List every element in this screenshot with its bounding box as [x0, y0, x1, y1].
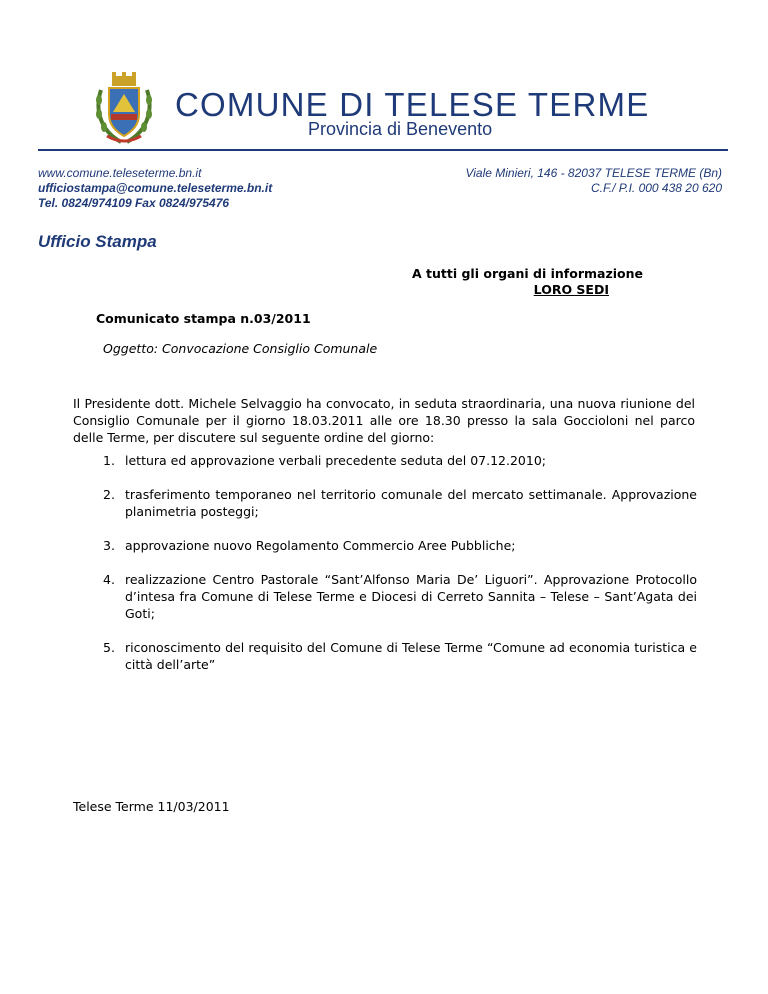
agenda-list	[103, 452, 697, 690]
date-footer: Telese Terme 11/03/2011	[73, 799, 230, 814]
tax-id: C.F./ P.I. 000 438 20 620	[591, 181, 722, 195]
agenda-item-text: realizzazione Centro Pastorale “Sant’Alfonso Maria De’ Liguori”. Approvazione Protocollo d’intesa fra Comune di Telese Terme e Diocesi di Cerreto Sannita – Telese – Sant’Agata dei Goti;	[125, 572, 697, 621]
contact-info-left	[38, 166, 272, 211]
province-subtitle: Provincia di Benevento	[308, 119, 493, 139]
agenda-item-text: trasferimento temporaneo nel territorio comunale del mercato settimanale. Approvazione planimetria posteggi;	[125, 487, 697, 519]
municipality-title: COMUNE DI TELESE TERME	[175, 86, 650, 123]
agenda-item	[103, 486, 697, 520]
agenda-item-text: approvazione nuovo Regolamento Commercio Aree Pubbliche;	[125, 538, 516, 553]
agenda-item	[103, 639, 697, 673]
agenda-item	[103, 537, 697, 554]
phone-fax: Tel. 0824/974109 Fax 0824/975476	[38, 196, 230, 210]
address: Viale Minieri, 146 - 82037 TELESE TERME (Bn)	[465, 166, 722, 180]
agenda-item-text: lettura ed approvazione verbali precedente seduta del 07.12.2010;	[125, 453, 546, 468]
website-link[interactable]: www.comune.teleseterme.bn.it	[38, 166, 202, 180]
agenda-item-number: 4.	[103, 572, 115, 587]
agenda-item-number: 5.	[103, 640, 115, 655]
recipient-location: LORO SEDI	[533, 282, 609, 297]
municipal-crest-icon	[93, 70, 155, 148]
agenda-item-text: riconoscimento del requisito del Comune di Telese Terme “Comune ad economia turistica e città dell’arte”	[125, 640, 697, 672]
section-heading: Ufficio Stampa	[38, 232, 157, 251]
agenda-item	[103, 452, 697, 469]
recipient-line: A tutti gli organi di informazione	[412, 266, 643, 281]
agenda-item	[103, 571, 697, 622]
agenda-item-number: 3.	[103, 538, 115, 553]
press-release-number: Comunicato stampa n.03/2011	[96, 311, 311, 326]
recipient-block	[412, 266, 643, 298]
agenda-item-number: 2.	[103, 487, 115, 502]
press-release-subject: Oggetto: Convocazione Consiglio Comunale	[103, 341, 378, 356]
email-link[interactable]: ufficiostampa@comune.teleseterme.bn.it	[38, 181, 273, 195]
agenda-item-number: 1.	[103, 453, 115, 468]
intro-paragraph: Il Presidente dott. Michele Selvaggio ha convocato, in seduta straordinaria, una nuova riunione del Consiglio Comunale per il giorno 18.03.2011 alle ore 18.30 presso la sala Goccioloni nel parco delle Terme, per discutere sul seguente ordine del giorno:	[73, 396, 695, 445]
header-divider	[38, 149, 728, 151]
contact-info-right	[465, 166, 722, 196]
